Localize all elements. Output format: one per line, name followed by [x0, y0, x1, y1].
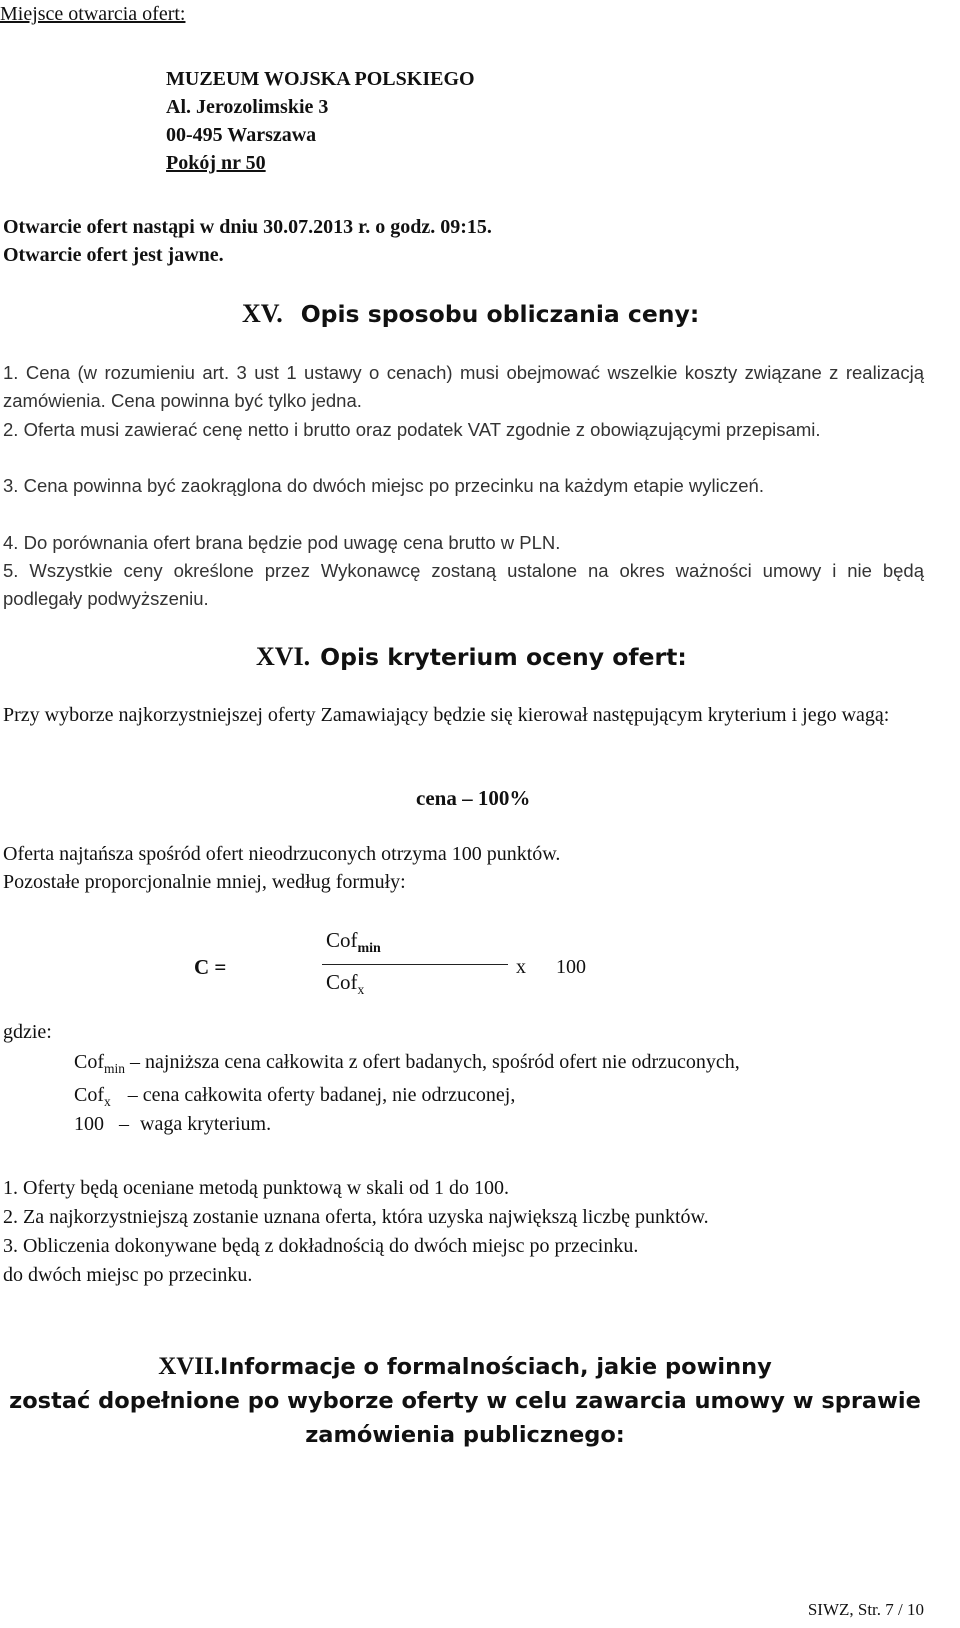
opening-date: Otwarcie ofert nastąpi w dniu 30.07.2013 r. o godz. 09:15. — [3, 216, 492, 238]
xv-item-5-num: 5. — [3, 560, 19, 581]
formula-denominator-base: Cof — [326, 970, 358, 994]
section-xvii-title-line2: zostać dopełnione po wyborze oferty w celu zawarcia umowy w sprawie — [9, 1388, 921, 1414]
formula-denominator-sub: x — [357, 982, 365, 997]
where-label: gdzie: — [3, 1021, 52, 1043]
definition-cofx-term: Cof — [74, 1084, 104, 1106]
fraction-bar — [322, 964, 508, 965]
section-xvii-title-line3: zamówienia publicznego: — [305, 1422, 625, 1448]
section-xv-title: Opis sposobu obliczania ceny: — [300, 300, 700, 328]
xv-item-4-num: 4. — [3, 532, 19, 553]
formula-numerator-sub: min — [357, 941, 381, 956]
address-line-3: 00-495 Warszawa — [166, 124, 317, 146]
section-xv-number: XV. — [242, 299, 283, 328]
rule-2: 2. Za najkorzystniejszą zostanie uznana oferta, która uzyska największą liczbę punktów. — [3, 1206, 709, 1228]
definition-weight-dash: – — [119, 1113, 129, 1135]
formula-lhs: C = — [194, 955, 227, 979]
definition-cofx-dash: – — [127, 1084, 138, 1106]
trailing-text: do dwóch miejsc po przecinku. — [3, 1264, 253, 1286]
opening-place-label: Miejsce otwarcia ofert: — [0, 3, 186, 25]
xv-item-5-text: Wszystkie ceny określone przez Wykonawcę zostaną ustalone na okres ważności umowy i nie będą podlegały podwyższeniu. — [3, 560, 925, 609]
xv-item-1-text: Cena (w rozumieniu art. 3 ust 1 ustawy o cenach) musi obejmować wszelkie koszty związane z realizacją zamówienia. Cena powinna być tylko jedna. — [3, 362, 924, 411]
address-line-1: MUZEUM WOJSKA POLSKIEGO — [166, 68, 475, 90]
formula-multiplier: x — [516, 956, 526, 978]
xv-item-1 — [3, 359, 924, 415]
xv-item-2-num: 2. — [3, 419, 19, 440]
xv-item-4 — [3, 529, 560, 557]
section-xvii-number: XVII. — [158, 1353, 221, 1380]
proportional-text: Pozostałe proporcjonalnie mniej, według formuły: — [3, 871, 406, 893]
definition-cofmin-desc: najniższa cena całkowita z ofert badanych, spośród ofert nie odrzuconych, — [145, 1051, 740, 1073]
xv-item-2 — [3, 416, 924, 444]
formula-denominator — [326, 970, 364, 998]
page-footer: SIWZ, Str. 7 / 10 — [807, 1600, 924, 1619]
definition-cofmin-dash: – — [130, 1051, 141, 1073]
section-xvi-number: XVI. — [256, 642, 311, 671]
xv-item-2-text: Oferta musi zawierać cenę netto i brutto oraz podatek VAT zgodnie z obowiązującymi przepisami. — [23, 419, 821, 440]
formula-numerator-base: Cof — [326, 928, 358, 952]
definition-weight-term: 100 — [74, 1113, 104, 1135]
xv-item-1-num: 1. — [3, 362, 19, 383]
rule-3: 3. Obliczenia dokonywane będą z dokładnością do dwóch miejsc po przecinku. — [3, 1235, 639, 1257]
definition-weight — [74, 1114, 271, 1134]
xv-item-5 — [3, 557, 924, 613]
xv-item-4-text: Do porównania ofert brana będzie pod uwagę cena brutto w PLN. — [23, 532, 561, 553]
rule-1: 1. Oferty będą oceniane metodą punktową w skali od 1 do 100. — [3, 1177, 509, 1199]
xv-item-3 — [3, 472, 924, 500]
definition-cofmin-sub: min — [104, 1061, 126, 1076]
section-xvii-heading — [0, 1350, 930, 1452]
definition-weight-desc: waga kryterium. — [140, 1113, 272, 1135]
formula-factor: 100 — [556, 956, 586, 978]
definition-cofmin — [74, 1052, 740, 1076]
definition-cofx-desc: cena całkowita oferty badanej, nie odrzuconej, — [142, 1084, 516, 1106]
address-line-2: Al. Jerozolimskie 3 — [166, 96, 329, 118]
section-xvi-heading — [256, 644, 687, 670]
formula-numerator — [326, 928, 381, 957]
opening-public: Otwarcie ofert jest jawne. — [3, 244, 224, 266]
xv-item-3-text: Cena powinna być zaokrąglona do dwóch miejsc po przecinku na każdym etapie wyliczeń. — [23, 475, 764, 496]
definition-cofx — [74, 1085, 515, 1109]
definition-cofx-sub: x — [104, 1094, 111, 1109]
cheapest-offer-text: Oferta najtańsza spośród ofert nieodrzuconych otrzyma 100 punktów. — [3, 843, 561, 865]
section-xvi-title: Opis kryterium oceny ofert: — [320, 643, 687, 671]
section-xvii-title-line1: Informacje o formalnościach, jakie powinny — [220, 1354, 772, 1380]
criterion: cena – 100% — [416, 786, 531, 810]
definition-cofmin-term: Cof — [74, 1051, 104, 1073]
xv-item-3-num: 3. — [3, 475, 19, 496]
section-xv-heading — [242, 301, 699, 327]
room-number: Pokój nr 50 — [166, 152, 266, 174]
xvi-intro: Przy wyborze najkorzystniejszej oferty Zamawiający będzie się kierował następującym kryterium i jego wagą: — [3, 704, 890, 726]
